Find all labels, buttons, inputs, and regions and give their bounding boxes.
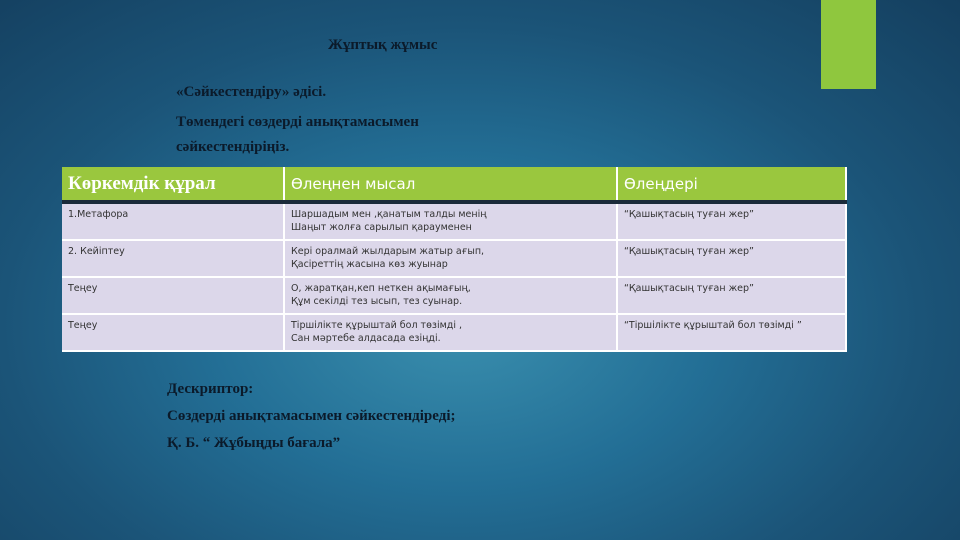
green-accent-bar bbox=[821, 0, 876, 89]
example-line: О, жаратқан,кеп неткен ақымағың, bbox=[291, 283, 471, 294]
header-example: Өлеңнен мысал bbox=[284, 167, 617, 202]
header-poem: Өлеңдері bbox=[617, 167, 846, 202]
cell-device: Теңеу bbox=[62, 314, 284, 351]
cell-poem: “Қашықтасың туған жер” bbox=[617, 202, 846, 240]
cell-poem: “Тіршілікте құрыштай бол төзімді ” bbox=[617, 314, 846, 351]
example-line: Құм секілді тез ысып, тез суынар. bbox=[291, 296, 463, 307]
table-header-row bbox=[62, 167, 846, 202]
table-row bbox=[62, 240, 846, 277]
table-row bbox=[62, 277, 846, 314]
table-row bbox=[62, 202, 846, 240]
table-row bbox=[62, 314, 846, 351]
matching-table bbox=[62, 167, 847, 352]
descriptor-block bbox=[167, 376, 456, 457]
descriptor-text: Сөздерді анықтамасымен сәйкестендіреді; bbox=[167, 408, 456, 424]
cell-poem: “Қашықтасың туған жер” bbox=[617, 240, 846, 277]
instruction-line-2: сәйкестендіріңіз. bbox=[176, 139, 290, 155]
descriptor-label: Дескриптор: bbox=[167, 381, 254, 397]
cell-device: 1.Метафора bbox=[62, 202, 284, 240]
cell-example bbox=[284, 277, 617, 314]
example-line: Тіршілікте құрыштай бол төзімді , bbox=[291, 320, 462, 331]
cell-device: Теңеу bbox=[62, 277, 284, 314]
example-line: Шаршадым мен ,қанатым талды менің bbox=[291, 209, 487, 220]
example-line: Қасіреттің жасына көз жуынар bbox=[291, 259, 448, 270]
cell-example bbox=[284, 240, 617, 277]
example-line: Кері оралмай жылдарым жатыр ағып, bbox=[291, 246, 485, 257]
example-line: Шаңыт жолға сарылып қарауменен bbox=[291, 222, 472, 233]
example-line: Сан мәртебе алдасада езіңді. bbox=[291, 333, 441, 344]
method-heading: «Сәйкестендіру» әдісі. bbox=[176, 84, 327, 100]
slide-title: Жұптық жұмыс bbox=[328, 37, 438, 53]
instruction-text bbox=[176, 110, 419, 160]
cell-example bbox=[284, 202, 617, 240]
cell-example bbox=[284, 314, 617, 351]
header-device: Көркемдік құрал bbox=[62, 167, 284, 202]
cell-device: 2. Кейіптеу bbox=[62, 240, 284, 277]
instruction-line-1: Төмендегі сөздерді анықтамасымен bbox=[176, 114, 419, 130]
cell-poem: “Қашықтасың туған жер” bbox=[617, 277, 846, 314]
assessment-text: Қ. Б. “ Жұбыңды бағала” bbox=[167, 435, 341, 451]
